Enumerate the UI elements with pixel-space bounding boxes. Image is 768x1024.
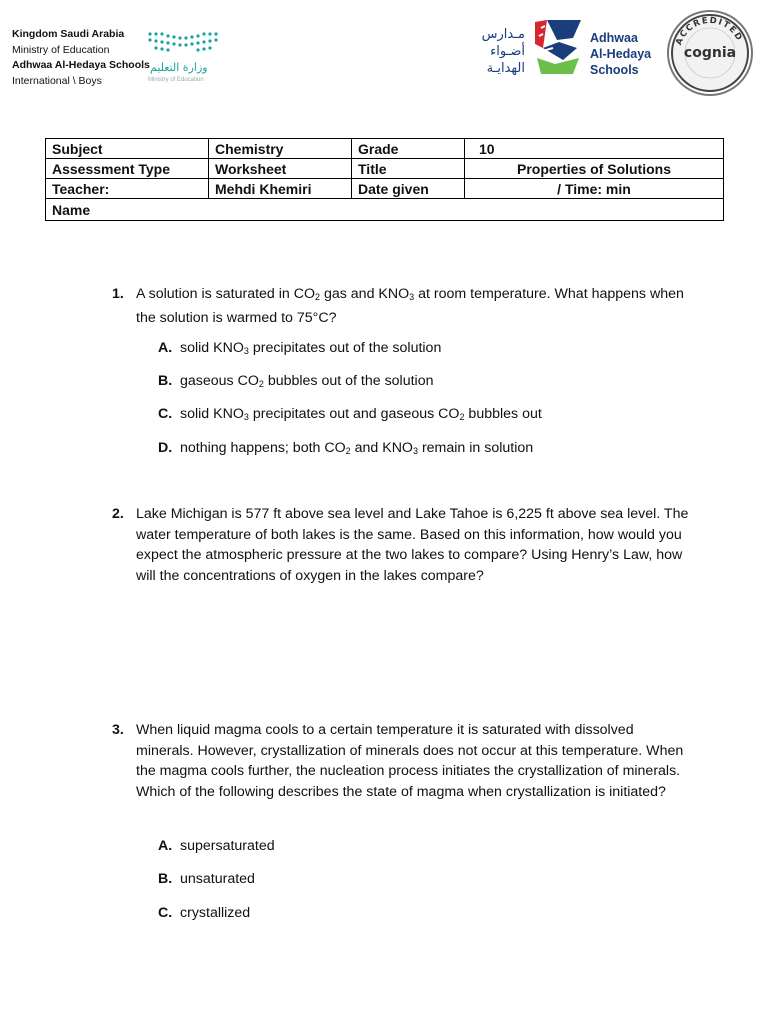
question-3 bbox=[112, 720, 692, 802]
header-line: Ministry of Education bbox=[12, 43, 110, 56]
option-letter: B. bbox=[158, 871, 173, 887]
option-1c[interactable]: C. solid $KNO_3$ precipitates out and gaseous $CO_2$ bubbles out bbox=[158, 406, 542, 422]
ministry-logo-text: وزارة التعليم bbox=[150, 61, 208, 74]
question-2 bbox=[112, 504, 692, 586]
grade-label: Grade bbox=[352, 139, 465, 159]
option-letter: A. bbox=[158, 838, 173, 854]
question-number: 1. bbox=[112, 286, 124, 302]
assessment-type-label: Assessment Type bbox=[46, 159, 209, 179]
ministry-logo-subtext: Ministry of Education bbox=[148, 77, 204, 83]
table-row bbox=[46, 159, 724, 179]
assessment-info-table bbox=[45, 138, 724, 221]
name-field[interactable]: Name bbox=[46, 199, 724, 221]
option-1d[interactable]: D. nothing happens; both $CO_2$ and $KNO_3$ remain in solution bbox=[158, 440, 534, 456]
subject-value: Chemistry bbox=[209, 139, 352, 159]
date-given-label: Date given bbox=[352, 179, 465, 199]
option-3b[interactable] bbox=[158, 869, 255, 889]
question-text: When liquid magma cools to a certain temperature it is saturated with dissolved minerals. However, crystallization of minerals does not occur at this temperature. When the magma cools further, the nucleation process initiates the crystallization of minerals. Which of the following describes the state of magma when crystallization is initiated? bbox=[136, 722, 684, 800]
title-label: Title bbox=[352, 159, 465, 179]
title-value: Properties of Solutions bbox=[465, 159, 724, 179]
option-3a[interactable] bbox=[158, 836, 275, 856]
table-row bbox=[46, 199, 724, 221]
svg-text:cognia: cognia bbox=[683, 45, 737, 61]
table-row bbox=[46, 139, 724, 159]
question-text: Lake Michigan is 577 ft above sea level and Lake Tahoe is 6,225 ft above sea level. The water temperature of both lakes is the same. Based on this information, how would you expect the atmospheric pressure at the two lakes to compare? Using Henry’s Law, how will the concentrations of oxygen in the lakes compare? bbox=[136, 506, 689, 584]
question-number: 2. bbox=[112, 506, 124, 522]
option-letter: C. bbox=[158, 406, 173, 422]
header-line: Adhwaa Al-Hedaya Schools bbox=[12, 59, 150, 71]
subject-label: Subject bbox=[46, 139, 209, 159]
option-1b[interactable]: B. gaseous $CO_2$ bubbles out of the solution bbox=[158, 373, 434, 389]
question-1 bbox=[112, 284, 692, 328]
school-emblem-icon bbox=[533, 18, 583, 76]
question-text: A solution is saturated in $CO_2$ gas and $KNO_3$ at room temperature. What happens when the solution is warmed to 75°C? bbox=[136, 286, 684, 326]
option-letter: A. bbox=[158, 340, 173, 356]
school-name-english: Adhwaa Al-Hedaya Schools bbox=[590, 31, 652, 77]
option-text: crystallized bbox=[180, 905, 251, 921]
option-text: supersaturated bbox=[180, 838, 275, 854]
teacher-value: Mehdi Khemiri bbox=[209, 179, 352, 199]
question-number: 3. bbox=[112, 722, 124, 738]
option-text: unsaturated bbox=[180, 871, 255, 887]
option-1a[interactable]: A. solid $KNO_3$ precipitates out of the solution bbox=[158, 340, 442, 356]
cognia-accreditation-seal-icon bbox=[666, 9, 754, 97]
teacher-label: Teacher: bbox=[46, 179, 209, 199]
grade-value: 10 bbox=[465, 139, 724, 159]
option-letter: C. bbox=[158, 905, 173, 921]
option-letter: B. bbox=[158, 373, 173, 389]
header-line: Kingdom Saudi Arabia bbox=[12, 28, 125, 40]
header-line: International \ Boys bbox=[12, 74, 102, 87]
option-3c[interactable] bbox=[158, 903, 250, 923]
header-org-block bbox=[12, 27, 150, 89]
option-letter: D. bbox=[158, 440, 173, 456]
school-name-arabic: مـدارس أضـواء الهدايـة bbox=[481, 27, 525, 76]
svg-text:ACCREDITED: ACCREDITED bbox=[674, 15, 745, 47]
table-row bbox=[46, 179, 724, 199]
assessment-type-value: Worksheet bbox=[209, 159, 352, 179]
date-time-value: / Time: min bbox=[465, 179, 724, 199]
